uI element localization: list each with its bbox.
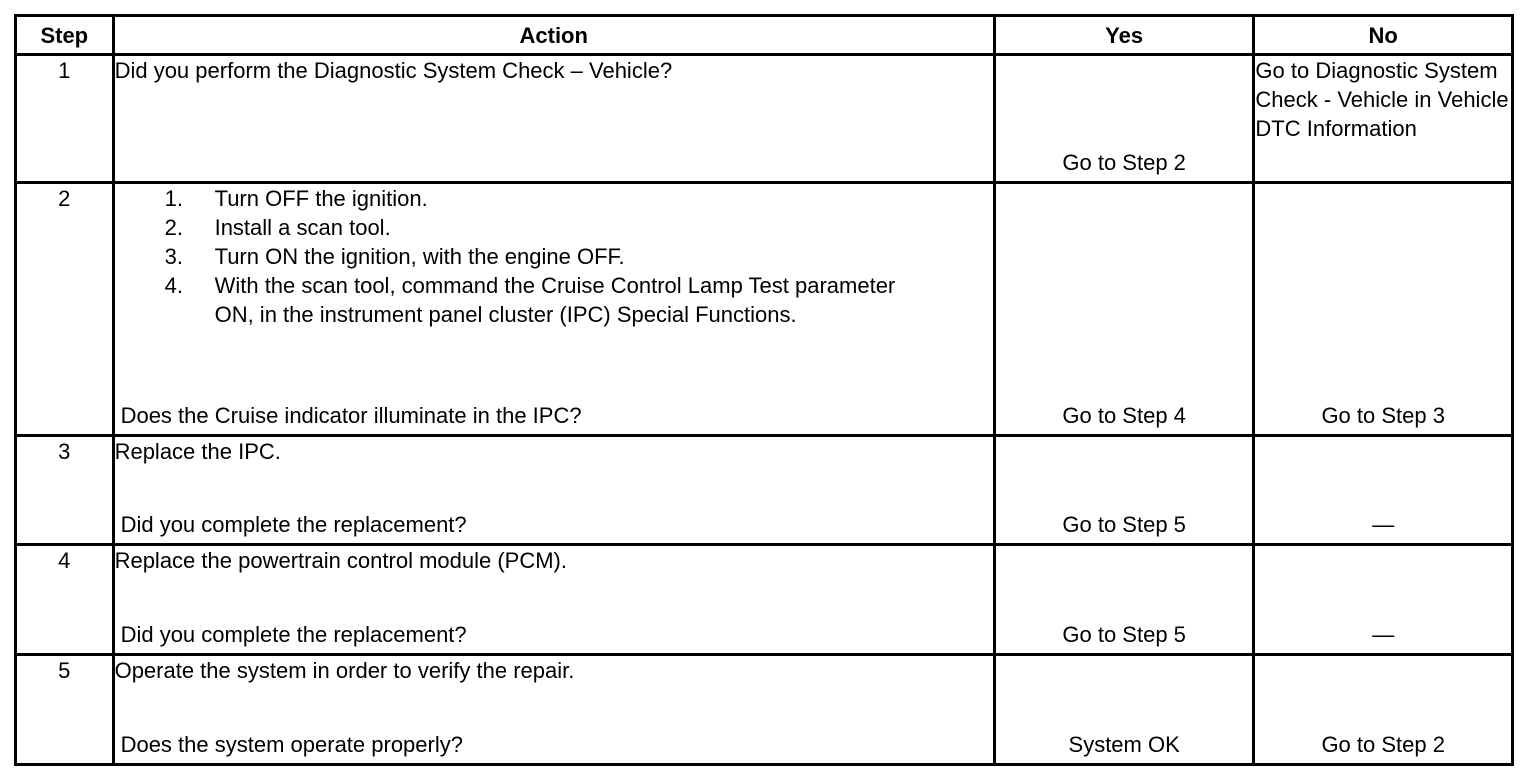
header-no: No [1254,16,1513,55]
no-answer: Go to Step 3 [1321,403,1445,429]
substep-number: 2. [164,215,183,241]
action-text: Did you perform the Diagnostic System Check – Vehicle? [114,58,673,83]
question-text: Did you complete the replacement? [120,621,467,647]
action-cell [113,55,994,183]
substep-number: 1. [164,186,183,212]
header-step: Step [16,16,114,55]
question-text: Did you complete the replacement? [120,512,467,538]
no-cell [1254,436,1513,545]
no-cell [1254,545,1513,654]
substep-text: Turn ON the ignition, with the engine OFF. [214,244,625,270]
yes-answer: Go to Step 5 [1062,621,1186,647]
action-text: Operate the system in order to verify the repair. [114,657,575,683]
substep-item [165,271,993,329]
step-number: 2 [16,183,114,436]
table-row [16,654,1513,764]
table-row [16,55,1513,183]
step-number: 1 [16,55,114,183]
substep-text: Install a scan tool. [214,215,391,241]
substep-number: 4. [164,273,183,299]
substep-item [165,213,993,242]
header-row [16,16,1513,55]
no-cell [1254,654,1513,764]
no-answer: — [1372,621,1395,647]
yes-cell [994,545,1254,654]
yes-cell [994,183,1254,436]
step-number: 3 [16,436,114,545]
no-answer: Go to Step 2 [1321,732,1445,757]
action-text: Replace the powertrain control module (PCM). [114,548,567,574]
table-row [16,436,1513,545]
action-cell [113,183,994,436]
yes-answer: System OK [1068,732,1180,757]
action-cell [113,436,994,545]
action-cell [113,654,994,764]
substep-list [115,184,993,329]
yes-answer: Go to Step 5 [1062,512,1186,538]
action-cell [113,545,994,654]
yes-cell [994,436,1254,545]
question-text: Does the system operate properly? [120,732,463,757]
substep-number: 3. [164,244,183,270]
yes-answer: Go to Step 4 [1062,403,1186,429]
substep-text: Turn OFF the ignition. [214,186,428,212]
table-row [16,183,1513,436]
no-cell [1254,55,1513,183]
table-row [16,545,1513,654]
yes-cell [994,654,1254,764]
no-answer: — [1372,512,1395,538]
no-cell [1254,183,1513,436]
yes-cell [994,55,1254,183]
no-answer: Go to Diagnostic System Check - Vehicle in Vehicle DTC Information [1255,58,1509,141]
action-text: Replace the IPC. [114,439,281,465]
substep-item [165,242,993,271]
step-number: 4 [16,545,114,654]
substep-item [165,184,993,213]
question-text: Does the Cruise indicator illuminate in the IPC? [120,403,582,429]
step-number: 5 [16,654,114,764]
yes-answer: Go to Step 2 [1062,150,1186,176]
diagnostic-table [14,14,1514,766]
header-yes: Yes [994,16,1254,55]
substep-text: With the scan tool, command the Cruise Control Lamp Test parameter ON, in the instrument panel cluster (IPC) Special Functions. [214,273,896,328]
header-action: Action [113,16,994,55]
